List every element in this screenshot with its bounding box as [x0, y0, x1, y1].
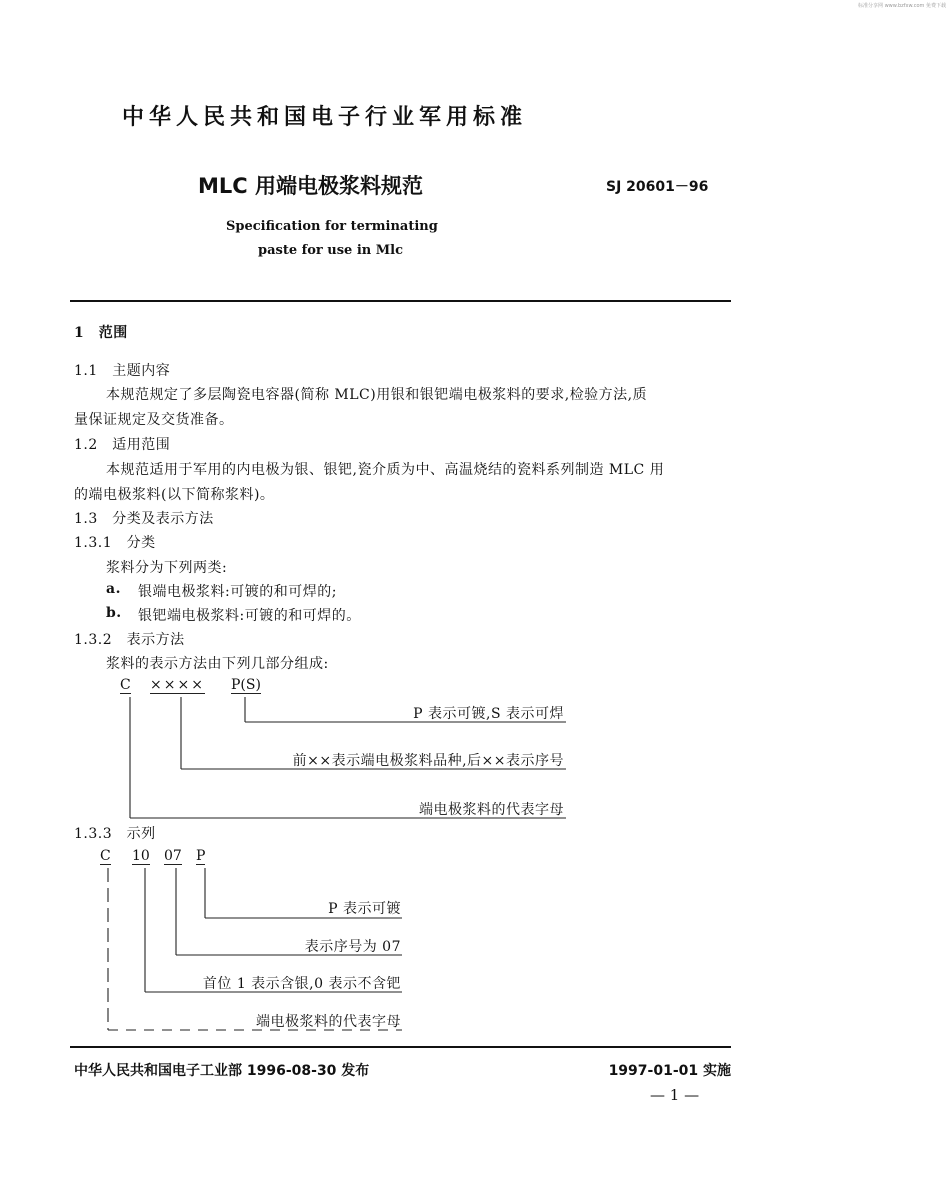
- list-item-a: 银端电极浆料:可镀的和可焊的;: [138, 584, 337, 600]
- example-label-p: P 表示可镀: [328, 901, 401, 917]
- issuer-title: 中华人民共和国电子行业军用标准: [122, 105, 528, 130]
- designation-label-ps: P 表示可镀,S 表示可焊: [413, 706, 564, 722]
- english-title-line2: paste for use in Mlc: [258, 243, 403, 258]
- section-1-3-2-intro: 浆料的表示方法由下列几部分组成:: [106, 656, 329, 672]
- designation-label-xxxx: 前××表示端电极浆料品种,后××表示序号: [292, 753, 564, 769]
- section-1-3-2-heading: 1.3.2 表示方法: [74, 632, 185, 648]
- section-1-2-paragraph-line1: 本规范适用于军用的内电极为银、银钯,瓷介质为中、高温烧结的瓷料系列制造 MLC 用: [106, 462, 665, 478]
- section-1-heading: 1 范围: [74, 325, 128, 341]
- section-1-2-paragraph-line2: 的端电极浆料(以下简称浆料)。: [74, 487, 275, 503]
- example-code-10: 10: [132, 848, 150, 864]
- section-1-3-3-heading: 1.3.3 示列: [74, 826, 156, 842]
- section-1-3-heading: 1.3 分类及表示方法: [74, 511, 214, 527]
- example-label-c: 端电极浆料的代表字母: [256, 1014, 401, 1030]
- watermark-text: 标准分享网 www.bzfxw.com 免费下载: [858, 3, 946, 9]
- document-title: MLC 用端电极浆料规范: [198, 174, 424, 198]
- designation-code-ps: P(S): [231, 677, 261, 693]
- section-1-1-heading: 1.1 主题内容: [74, 363, 171, 379]
- list-item-b: 银钯端电极浆料:可镀的和可焊的。: [138, 608, 361, 624]
- issuer-date: 中华人民共和国电子工业部 1996-08-30 发布: [74, 1063, 370, 1079]
- document-code: SJ 20601－96: [606, 179, 709, 195]
- english-title-line1: Specification for terminating: [226, 219, 438, 234]
- page-number: — 1 —: [650, 1086, 700, 1104]
- designation-code-xxxx: ××××: [150, 677, 205, 693]
- section-1-3-1-heading: 1.3.1 分类: [74, 535, 156, 551]
- example-label-07: 表示序号为 07: [304, 939, 401, 955]
- effective-date: 1997-01-01 实施: [608, 1063, 731, 1079]
- section-1-1-paragraph-line2: 量保证规定及交货准备。: [74, 412, 234, 428]
- example-code-07: 07: [164, 848, 182, 864]
- section-1-3-1-intro: 浆料分为下列两类:: [106, 560, 228, 576]
- designation-label-c: 端电极浆料的代表字母: [419, 802, 564, 818]
- list-item-a-marker: a.: [106, 581, 121, 597]
- designation-code-c: C: [120, 677, 131, 693]
- footer-divider: [70, 1046, 731, 1048]
- list-item-b-marker: b.: [106, 605, 122, 621]
- section-1-1-paragraph-line1: 本规范规定了多层陶瓷电容器(简称 MLC)用银和银钯端电极浆料的要求,检验方法,质: [106, 387, 648, 403]
- example-code-c: C: [100, 848, 111, 864]
- section-1-2-heading: 1.2 适用范围: [74, 437, 171, 453]
- example-label-10: 首位 1 表示含银,0 表示不含钯: [202, 976, 401, 992]
- example-code-p: P: [196, 848, 206, 864]
